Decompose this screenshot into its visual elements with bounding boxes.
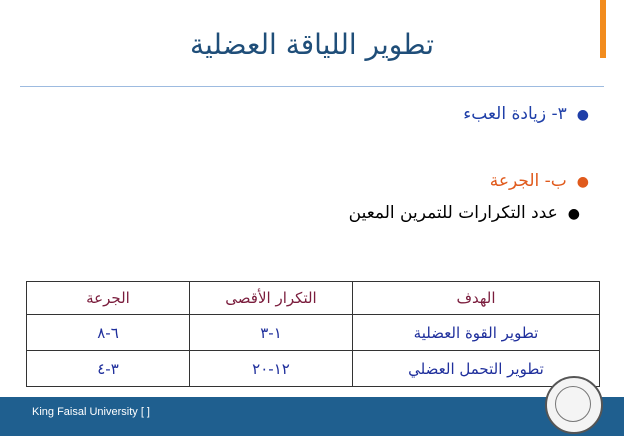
table-row	[27, 351, 600, 387]
bullet-text: ٣- زيادة العبء	[463, 104, 567, 124]
table-row	[27, 315, 600, 351]
seal-inner-ring	[555, 386, 591, 422]
footer-text: King Faisal University [ ]	[32, 406, 150, 418]
slide-title: تطوير اللياقة العضلية	[189, 28, 435, 61]
table-header-row	[27, 282, 600, 315]
bullet-item	[349, 203, 580, 223]
bullet-item	[463, 104, 589, 124]
table-header-cell: الهدف	[353, 282, 600, 315]
table-header-cell: الجرعة	[27, 282, 190, 315]
table-cell: ١-٣	[190, 315, 353, 351]
bullet-item	[490, 171, 589, 191]
table-cell: تطوير التحمل العضلي	[353, 351, 600, 387]
table-cell: تطوير القوة العضلية	[353, 315, 600, 351]
table-cell: ٣-٤	[27, 351, 190, 387]
bullet-text: عدد التكرارات للتمرين المعين	[348, 203, 558, 223]
bullet-icon: ●	[576, 107, 589, 123]
title-divider	[20, 86, 604, 87]
bullet-icon: ●	[576, 174, 589, 190]
university-seal-icon	[545, 376, 603, 434]
bullet-icon: ●	[567, 206, 580, 222]
table-cell: ٦-٨	[27, 315, 190, 351]
table-header-cell: التكرار الأقصى	[190, 282, 353, 315]
table-cell: ١٢-٢٠	[190, 351, 353, 387]
footer-bar	[0, 397, 624, 436]
dosage-table	[26, 281, 600, 387]
bullet-text: ب- الجرعة	[489, 171, 567, 191]
